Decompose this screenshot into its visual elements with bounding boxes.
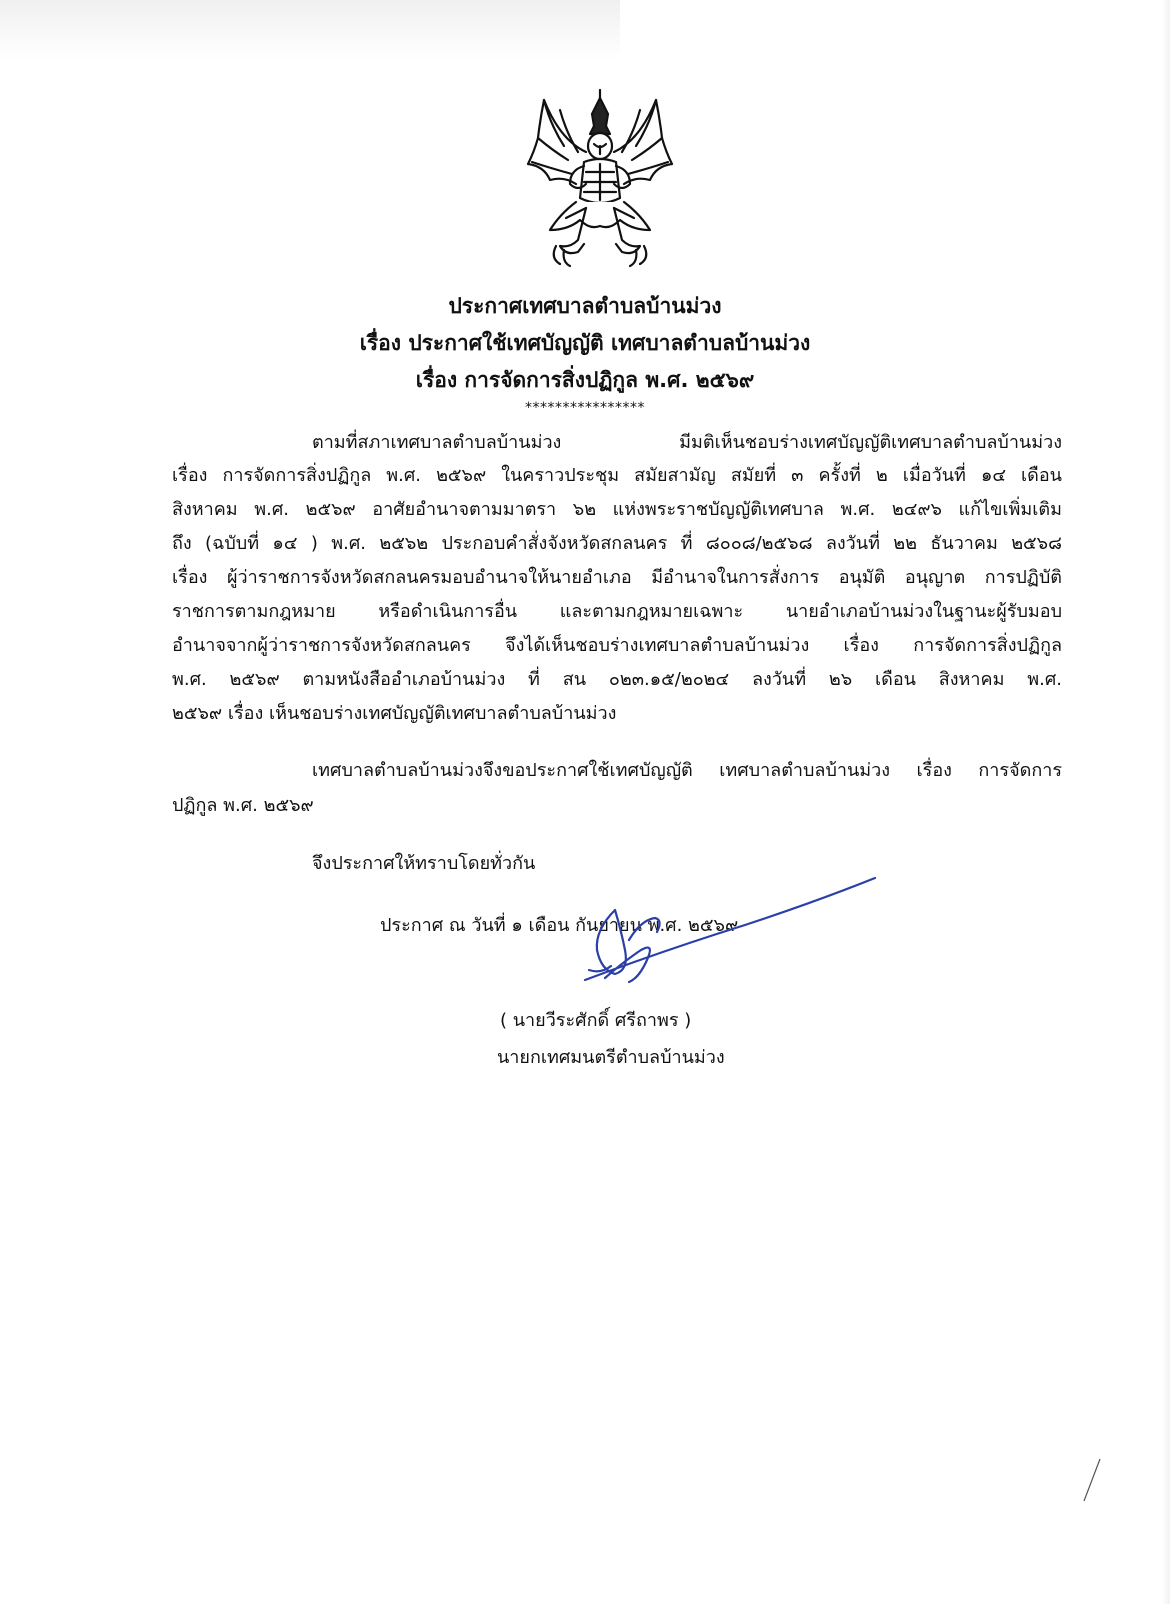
- paragraph1-line: เรื่อง ผู้ว่าราชการจังหวัดสกลนครมอบอำนาจให้นายอำเภอ มีอำนาจในการสั่งการ อนุมัติ อนุญาต การปฏิบัติ: [172, 567, 1062, 588]
- announcement-subsubject: เรื่อง การจัดการสิ่งปฏิกูล พ.ศ. ๒๕๖๙: [415, 368, 755, 392]
- separator-stars: ****************: [525, 400, 645, 416]
- paragraph1-line: อำนาจจากผู้ว่าราชการจังหวัดสกลนคร จึงได้เห็นชอบร่างเทศบาลตำบลบ้านม่วง เรื่อง การจัดการสิ่งปฏิกูล: [172, 635, 1062, 656]
- paragraph1-line: ถึง (ฉบับที่ ๑๔ ) พ.ศ. ๒๕๖๒ ประกอบคำสั่งจังหวัดสกลนคร ที่ ๘๐๐๘/๒๕๖๘ ลงวันที่ ๒๒ ธันวาคม ๒๕๖๘: [172, 533, 1062, 554]
- announcement-title: ประกาศเทศบาลตำบลบ้านม่วง: [448, 294, 722, 318]
- paragraph1-line: ๒๕๖๙ เรื่อง เห็นชอบร่างเทศบัญญัติเทศบาลตำบลบ้านม่วง: [172, 703, 617, 724]
- paragraph2-line: ปฏิกูล พ.ศ. ๒๕๖๙: [172, 795, 314, 816]
- stray-pen-mark: [1080, 1455, 1104, 1505]
- paragraph1-line: พ.ศ. ๒๕๖๙ ตามหนังสืออำเภอบ้านม่วง ที่ สน ๐๒๓.๑๕/๒๐๒๔ ลงวันที่ ๒๖ เดือน สิงหาคม พ.ศ.: [172, 669, 1062, 690]
- paragraph2-line: เทศบาลตำบลบ้านม่วงจึงขอประกาศใช้เทศบัญญัติ เทศบาลตำบลบ้านม่วง เรื่อง การจัดการ: [312, 760, 1062, 781]
- paragraph1-line: ราชการตามกฎหมาย หรือดำเนินการอื่น และตามกฎหมายเฉพาะ นายอำเภอบ้านม่วงในฐานะผู้รับมอบ: [172, 601, 1062, 622]
- signer-title: นายกเทศมนตรีตำบลบ้านม่วง: [497, 1047, 725, 1068]
- scan-edge: [1162, 0, 1170, 1604]
- handwritten-signature: [545, 870, 895, 1010]
- paragraph1-line: สิงหาคม พ.ศ. ๒๕๖๙ อาศัยอำนาจตามมาตรา ๖๒ แห่งพระราชบัญญัติเทศบาล พ.ศ. ๒๔๙๖ แก้ไขเพิ่มเติม: [172, 499, 1062, 520]
- signer-name: ( นายวีระศักดิ์ ศรีถาพร ): [500, 1010, 692, 1031]
- scan-shadow: [0, 0, 620, 60]
- paragraph1-line: ตามที่สภาเทศบาลตำบลบ้านม่วง มีมติเห็นชอบร่างเทศบัญญัติเทศบาลตำบลบ้านม่วง: [312, 432, 1062, 453]
- notice-line: จึงประกาศให้ทราบโดยทั่วกัน: [312, 853, 536, 874]
- announcement-subject: เรื่อง ประกาศใช้เทศบัญญัติ เทศบาลตำบลบ้านม่วง: [359, 331, 811, 355]
- garuda-emblem-icon: [520, 80, 680, 280]
- date-line: ประกาศ ณ วันที่ ๑ เดือน กันยายน พ.ศ. ๒๕๖๙: [380, 915, 739, 936]
- paragraph1-line: เรื่อง การจัดการสิ่งปฏิกูล พ.ศ. ๒๕๖๙ ในคราวประชุม สมัยสามัญ สมัยที่ ๓ ครั้งที่ ๒ เมื่อวันที่ ๑๔ เดือน: [172, 465, 1062, 486]
